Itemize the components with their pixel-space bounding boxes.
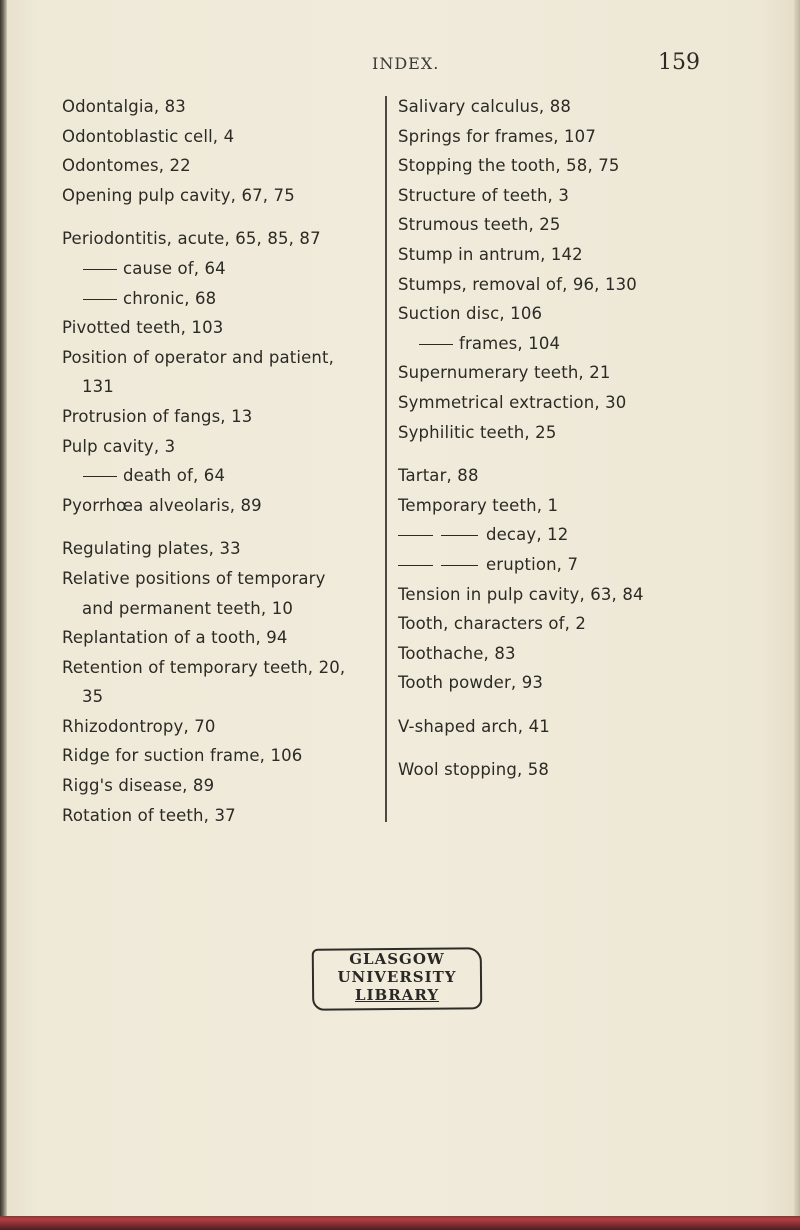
stamp-line: LIBRARY bbox=[354, 986, 440, 1004]
index-subentry: decay, 12 bbox=[398, 520, 728, 550]
stamp-line: UNIVERSITY bbox=[337, 968, 457, 986]
entry-spacer bbox=[398, 698, 728, 712]
index-entry: Regulating plates, 33 bbox=[62, 539, 241, 559]
index-entry: Supernumerary teeth, 21 bbox=[398, 363, 611, 383]
index-entry: Relative positions of temporary bbox=[62, 568, 326, 588]
index-entry: Retention of temporary teeth, 20, bbox=[62, 657, 346, 677]
index-entry: Opening pulp cavity, 67, 75 bbox=[62, 185, 295, 205]
column-divider bbox=[385, 96, 387, 822]
index-entry: Replantation of a tooth, 94 bbox=[62, 628, 288, 648]
index-entry: Pivotted teeth, 103 bbox=[62, 318, 224, 338]
running-title: INDEX. bbox=[372, 54, 440, 73]
entry-spacer bbox=[62, 520, 382, 534]
page-bottom-edge bbox=[0, 1216, 800, 1230]
index-entry: Syphilitic teeth, 25 bbox=[398, 422, 557, 442]
page-number: 159 bbox=[658, 50, 700, 75]
index-entry: Pyorrhœa alveolaris, 89 bbox=[62, 495, 262, 515]
index-subentry: and permanent teeth, 10 bbox=[82, 598, 294, 618]
index-subentry: death of, 64 bbox=[62, 461, 382, 491]
index-entry: Stump in antrum, 142 bbox=[398, 244, 583, 264]
index-entry: Tooth powder, 93 bbox=[398, 673, 543, 693]
entry-spacer bbox=[62, 210, 382, 224]
index-subentry: chronic, 68 bbox=[62, 284, 382, 314]
index-entry: Suction disc, 106 bbox=[398, 304, 543, 324]
index-entry: Structure of teeth, 3 bbox=[398, 185, 569, 205]
index-entry: Periodontitis, acute, 65, 85, 87 bbox=[62, 229, 321, 249]
index-entry: Salivary calculus, 88 bbox=[398, 97, 571, 116]
index-entry: Position of operator and patient, bbox=[62, 347, 335, 367]
page-right-edge bbox=[794, 0, 800, 1230]
entry-spacer bbox=[398, 741, 728, 755]
index-entry: Wool stopping, 58 bbox=[398, 760, 550, 780]
index-entry: Odontomes, 22 bbox=[62, 156, 191, 176]
index-entry: Tooth, characters of, 2 bbox=[398, 614, 587, 634]
index-subentry: 131 bbox=[82, 377, 114, 397]
index-entry: Tartar, 88 bbox=[398, 466, 479, 486]
index-entry: Stopping the tooth, 58, 75 bbox=[398, 156, 620, 176]
index-subentry: eruption, 7 bbox=[398, 550, 728, 580]
index-entry: Symmetrical extraction, 30 bbox=[398, 392, 627, 412]
index-entry: Odontoblastic cell, 4 bbox=[62, 126, 235, 146]
index-entry: Ridge for suction frame, 106 bbox=[62, 746, 303, 766]
index-entry: Rotation of teeth, 37 bbox=[62, 805, 236, 825]
index-entry: Tension in pulp cavity, 63, 84 bbox=[398, 584, 644, 604]
index-entry: Protrusion of fangs, 13 bbox=[62, 406, 253, 426]
index-entry: Pulp cavity, 3 bbox=[62, 436, 176, 456]
page-header bbox=[0, 52, 800, 82]
index-entry: Rhizodontropy, 70 bbox=[62, 716, 216, 736]
index-entry: Toothache, 83 bbox=[398, 643, 516, 663]
index-entry: Odontalgia, 83 bbox=[62, 97, 186, 116]
library-stamp bbox=[312, 948, 482, 1010]
stamp-line: GLASGOW bbox=[349, 950, 445, 968]
index-entry: Temporary teeth, 1 bbox=[398, 495, 559, 515]
index-entry: Springs for frames, 107 bbox=[398, 126, 596, 146]
index-subentry: frames, 104 bbox=[398, 329, 728, 359]
page-binding-edge bbox=[0, 0, 7, 1230]
index-entry: Rigg's disease, 89 bbox=[62, 776, 215, 796]
index-column-right bbox=[398, 92, 728, 785]
index-subentry: 35 bbox=[82, 687, 104, 707]
index-entry: Strumous teeth, 25 bbox=[398, 215, 561, 235]
index-column-left bbox=[62, 92, 382, 830]
index-entry: V-shaped arch, 41 bbox=[398, 716, 550, 736]
index-subentry: cause of, 64 bbox=[62, 254, 382, 284]
index-entry: Stumps, removal of, 96, 130 bbox=[398, 274, 637, 294]
entry-spacer bbox=[398, 447, 728, 461]
